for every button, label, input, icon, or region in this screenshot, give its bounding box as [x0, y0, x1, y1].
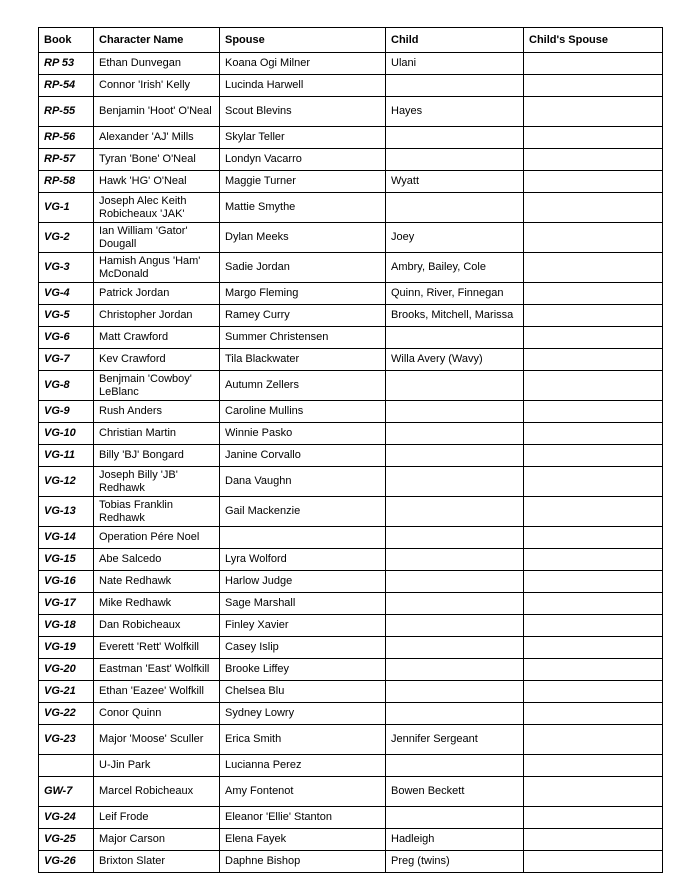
cell-book: VG-26	[39, 851, 94, 873]
cell-character-name: Billy 'BJ' Bongard	[94, 445, 220, 467]
cell-spouse: Londyn Vacarro	[220, 149, 386, 171]
cell-book: RP-56	[39, 127, 94, 149]
cell-character-name: Dan Robicheaux	[94, 615, 220, 637]
cell-childs-spouse	[524, 703, 663, 725]
cell-character-name: Leif Frode	[94, 807, 220, 829]
cell-child: Preg (twins)	[386, 851, 524, 873]
cell-spouse: Ramey Curry	[220, 305, 386, 327]
cell-child: Hayes	[386, 97, 524, 127]
cell-child	[386, 681, 524, 703]
cell-character-name: Christian Martin	[94, 423, 220, 445]
table-row	[39, 149, 663, 171]
header-spouse: Spouse	[220, 28, 386, 53]
cell-character-name: Ian William 'Gator' Dougall	[94, 223, 220, 253]
cell-child	[386, 549, 524, 571]
cell-spouse: Margo Fleming	[220, 283, 386, 305]
cell-child	[386, 755, 524, 777]
cell-spouse: Dana Vaughn	[220, 467, 386, 497]
cell-spouse: Tila Blackwater	[220, 349, 386, 371]
cell-book: VG-11	[39, 445, 94, 467]
cell-character-name: Ethan Dunvegan	[94, 53, 220, 75]
cell-character-name: Alexander 'AJ' Mills	[94, 127, 220, 149]
cell-spouse: Mattie Smythe	[220, 193, 386, 223]
cell-child	[386, 497, 524, 527]
cell-character-name: Major 'Moose' Sculler	[94, 725, 220, 755]
cell-child: Quinn, River, Finnegan	[386, 283, 524, 305]
cell-childs-spouse	[524, 851, 663, 873]
cell-book: RP-54	[39, 75, 94, 97]
table-row	[39, 777, 663, 807]
cell-book: VG-2	[39, 223, 94, 253]
table-row	[39, 223, 663, 253]
table-row	[39, 127, 663, 149]
cell-character-name: Major Carson	[94, 829, 220, 851]
table-row	[39, 703, 663, 725]
cell-spouse	[220, 527, 386, 549]
cell-spouse: Amy Fontenot	[220, 777, 386, 807]
cell-character-name: Conor Quinn	[94, 703, 220, 725]
cell-spouse: Harlow Judge	[220, 571, 386, 593]
cell-character-name: Benjmain 'Cowboy' LeBlanc	[94, 371, 220, 401]
cell-spouse: Sadie Jordan	[220, 253, 386, 283]
header-character-name: Character Name	[94, 28, 220, 53]
cell-child	[386, 467, 524, 497]
cell-character-name: Tobias Franklin Redhawk	[94, 497, 220, 527]
cell-character-name: Connor 'Irish' Kelly	[94, 75, 220, 97]
header-row	[39, 28, 663, 53]
table-row	[39, 807, 663, 829]
cell-childs-spouse	[524, 127, 663, 149]
cell-character-name: Joseph Billy 'JB' Redhawk	[94, 467, 220, 497]
cell-spouse: Chelsea Blu	[220, 681, 386, 703]
cell-book: VG-15	[39, 549, 94, 571]
cell-character-name: Abe Salcedo	[94, 549, 220, 571]
cell-childs-spouse	[524, 807, 663, 829]
cell-childs-spouse	[524, 193, 663, 223]
cell-childs-spouse	[524, 283, 663, 305]
cell-book: VG-23	[39, 725, 94, 755]
cell-child	[386, 593, 524, 615]
cell-child	[386, 659, 524, 681]
cell-child: Wyatt	[386, 171, 524, 193]
cell-book: VG-24	[39, 807, 94, 829]
table-row	[39, 527, 663, 549]
cell-child	[386, 445, 524, 467]
header-child: Child	[386, 28, 524, 53]
table-row	[39, 467, 663, 497]
cell-child: Jennifer Sergeant	[386, 725, 524, 755]
cell-child: Brooks, Mitchell, Marissa	[386, 305, 524, 327]
cell-childs-spouse	[524, 637, 663, 659]
character-table	[38, 27, 663, 873]
cell-spouse: Janine Corvallo	[220, 445, 386, 467]
cell-childs-spouse	[524, 571, 663, 593]
cell-character-name: Ethan 'Eazee' Wolfkill	[94, 681, 220, 703]
cell-character-name: Hamish Angus 'Ham' McDonald	[94, 253, 220, 283]
table-row	[39, 659, 663, 681]
cell-character-name: Christopher Jordan	[94, 305, 220, 327]
table-row	[39, 549, 663, 571]
cell-character-name: Patrick Jordan	[94, 283, 220, 305]
table-row	[39, 327, 663, 349]
cell-child	[386, 807, 524, 829]
cell-character-name: Everett 'Rett' Wolfkill	[94, 637, 220, 659]
cell-spouse: Skylar Teller	[220, 127, 386, 149]
cell-childs-spouse	[524, 253, 663, 283]
cell-book: VG-19	[39, 637, 94, 659]
cell-childs-spouse	[524, 777, 663, 807]
cell-book: VG-18	[39, 615, 94, 637]
cell-spouse: Casey Islip	[220, 637, 386, 659]
cell-character-name: Matt Crawford	[94, 327, 220, 349]
cell-childs-spouse	[524, 615, 663, 637]
table-row	[39, 53, 663, 75]
cell-spouse: Sydney Lowry	[220, 703, 386, 725]
cell-child	[386, 527, 524, 549]
table-row	[39, 445, 663, 467]
table-row	[39, 615, 663, 637]
cell-character-name: U-Jin Park	[94, 755, 220, 777]
table-row	[39, 637, 663, 659]
table-row	[39, 725, 663, 755]
table-row	[39, 193, 663, 223]
cell-childs-spouse	[524, 423, 663, 445]
cell-child	[386, 423, 524, 445]
table-row	[39, 171, 663, 193]
cell-childs-spouse	[524, 171, 663, 193]
cell-character-name: Operation Pére Noel	[94, 527, 220, 549]
cell-child	[386, 703, 524, 725]
cell-childs-spouse	[524, 97, 663, 127]
cell-character-name: Kev Crawford	[94, 349, 220, 371]
cell-book: RP-57	[39, 149, 94, 171]
cell-child	[386, 371, 524, 401]
cell-spouse: Eleanor 'Ellie' Stanton	[220, 807, 386, 829]
cell-character-name: Benjamin 'Hoot' O'Neal	[94, 97, 220, 127]
cell-book: VG-10	[39, 423, 94, 445]
cell-book: RP-58	[39, 171, 94, 193]
cell-spouse: Elena Fayek	[220, 829, 386, 851]
cell-spouse: Erica Smith	[220, 725, 386, 755]
cell-character-name: Tyran 'Bone' O'Neal	[94, 149, 220, 171]
cell-childs-spouse	[524, 305, 663, 327]
cell-book: VG-25	[39, 829, 94, 851]
cell-book: VG-1	[39, 193, 94, 223]
table-row	[39, 755, 663, 777]
cell-childs-spouse	[524, 829, 663, 851]
cell-book: RP 53	[39, 53, 94, 75]
cell-childs-spouse	[524, 223, 663, 253]
header-book: Book	[39, 28, 94, 53]
table-row	[39, 497, 663, 527]
cell-character-name: Marcel Robicheaux	[94, 777, 220, 807]
cell-character-name: Mike Redhawk	[94, 593, 220, 615]
cell-spouse: Maggie Turner	[220, 171, 386, 193]
table-row	[39, 681, 663, 703]
table-row	[39, 571, 663, 593]
cell-child	[386, 615, 524, 637]
table-row	[39, 851, 663, 873]
cell-spouse: Sage Marshall	[220, 593, 386, 615]
cell-childs-spouse	[524, 549, 663, 571]
cell-character-name: Nate Redhawk	[94, 571, 220, 593]
cell-spouse: Brooke Liffey	[220, 659, 386, 681]
table-row	[39, 349, 663, 371]
cell-book: VG-13	[39, 497, 94, 527]
table-row	[39, 829, 663, 851]
cell-child	[386, 571, 524, 593]
cell-spouse: Gail Mackenzie	[220, 497, 386, 527]
cell-child	[386, 327, 524, 349]
cell-child	[386, 637, 524, 659]
cell-spouse: Lucianna Perez	[220, 755, 386, 777]
cell-childs-spouse	[524, 327, 663, 349]
cell-spouse: Koana Ogi Milner	[220, 53, 386, 75]
table-row	[39, 97, 663, 127]
cell-character-name: Hawk 'HG' O'Neal	[94, 171, 220, 193]
cell-book: VG-3	[39, 253, 94, 283]
cell-book: GW-7	[39, 777, 94, 807]
cell-spouse: Caroline Mullins	[220, 401, 386, 423]
cell-character-name: Rush Anders	[94, 401, 220, 423]
cell-childs-spouse	[524, 755, 663, 777]
cell-child	[386, 401, 524, 423]
cell-child: Hadleigh	[386, 829, 524, 851]
table-row	[39, 401, 663, 423]
cell-childs-spouse	[524, 681, 663, 703]
cell-book: VG-7	[39, 349, 94, 371]
cell-childs-spouse	[524, 467, 663, 497]
cell-childs-spouse	[524, 725, 663, 755]
cell-spouse: Dylan Meeks	[220, 223, 386, 253]
cell-book: VG-16	[39, 571, 94, 593]
cell-child: Joey	[386, 223, 524, 253]
cell-child: Willa Avery (Wavy)	[386, 349, 524, 371]
cell-book	[39, 755, 94, 777]
cell-spouse: Autumn Zellers	[220, 371, 386, 401]
cell-book: VG-12	[39, 467, 94, 497]
cell-child	[386, 127, 524, 149]
cell-childs-spouse	[524, 149, 663, 171]
cell-book: VG-9	[39, 401, 94, 423]
cell-childs-spouse	[524, 527, 663, 549]
cell-childs-spouse	[524, 497, 663, 527]
cell-book: VG-20	[39, 659, 94, 681]
cell-spouse: Summer Christensen	[220, 327, 386, 349]
table-row	[39, 75, 663, 97]
table-row	[39, 305, 663, 327]
cell-child: Ambry, Bailey, Cole	[386, 253, 524, 283]
cell-child	[386, 75, 524, 97]
cell-book: VG-5	[39, 305, 94, 327]
cell-childs-spouse	[524, 445, 663, 467]
table-row	[39, 371, 663, 401]
cell-book: VG-17	[39, 593, 94, 615]
cell-book: VG-4	[39, 283, 94, 305]
cell-character-name: Joseph Alec Keith Robicheaux 'JAK'	[94, 193, 220, 223]
cell-book: VG-22	[39, 703, 94, 725]
cell-book: VG-14	[39, 527, 94, 549]
table-row	[39, 253, 663, 283]
table-row	[39, 593, 663, 615]
cell-book: VG-8	[39, 371, 94, 401]
cell-spouse: Lyra Wolford	[220, 549, 386, 571]
cell-character-name: Eastman 'East' Wolfkill	[94, 659, 220, 681]
cell-book: RP-55	[39, 97, 94, 127]
cell-spouse: Daphne Bishop	[220, 851, 386, 873]
cell-childs-spouse	[524, 349, 663, 371]
table-row	[39, 423, 663, 445]
cell-spouse: Scout Blevins	[220, 97, 386, 127]
table-row	[39, 283, 663, 305]
cell-spouse: Lucinda Harwell	[220, 75, 386, 97]
cell-child: Bowen Beckett	[386, 777, 524, 807]
cell-childs-spouse	[524, 371, 663, 401]
cell-childs-spouse	[524, 593, 663, 615]
cell-childs-spouse	[524, 659, 663, 681]
document-page	[38, 27, 663, 873]
cell-childs-spouse	[524, 75, 663, 97]
cell-child	[386, 149, 524, 171]
cell-book: VG-21	[39, 681, 94, 703]
cell-childs-spouse	[524, 401, 663, 423]
header-childs-spouse: Child's Spouse	[524, 28, 663, 53]
cell-childs-spouse	[524, 53, 663, 75]
cell-child: Ulani	[386, 53, 524, 75]
cell-child	[386, 193, 524, 223]
cell-book: VG-6	[39, 327, 94, 349]
cell-spouse: Finley Xavier	[220, 615, 386, 637]
cell-character-name: Brixton Slater	[94, 851, 220, 873]
cell-spouse: Winnie Pasko	[220, 423, 386, 445]
